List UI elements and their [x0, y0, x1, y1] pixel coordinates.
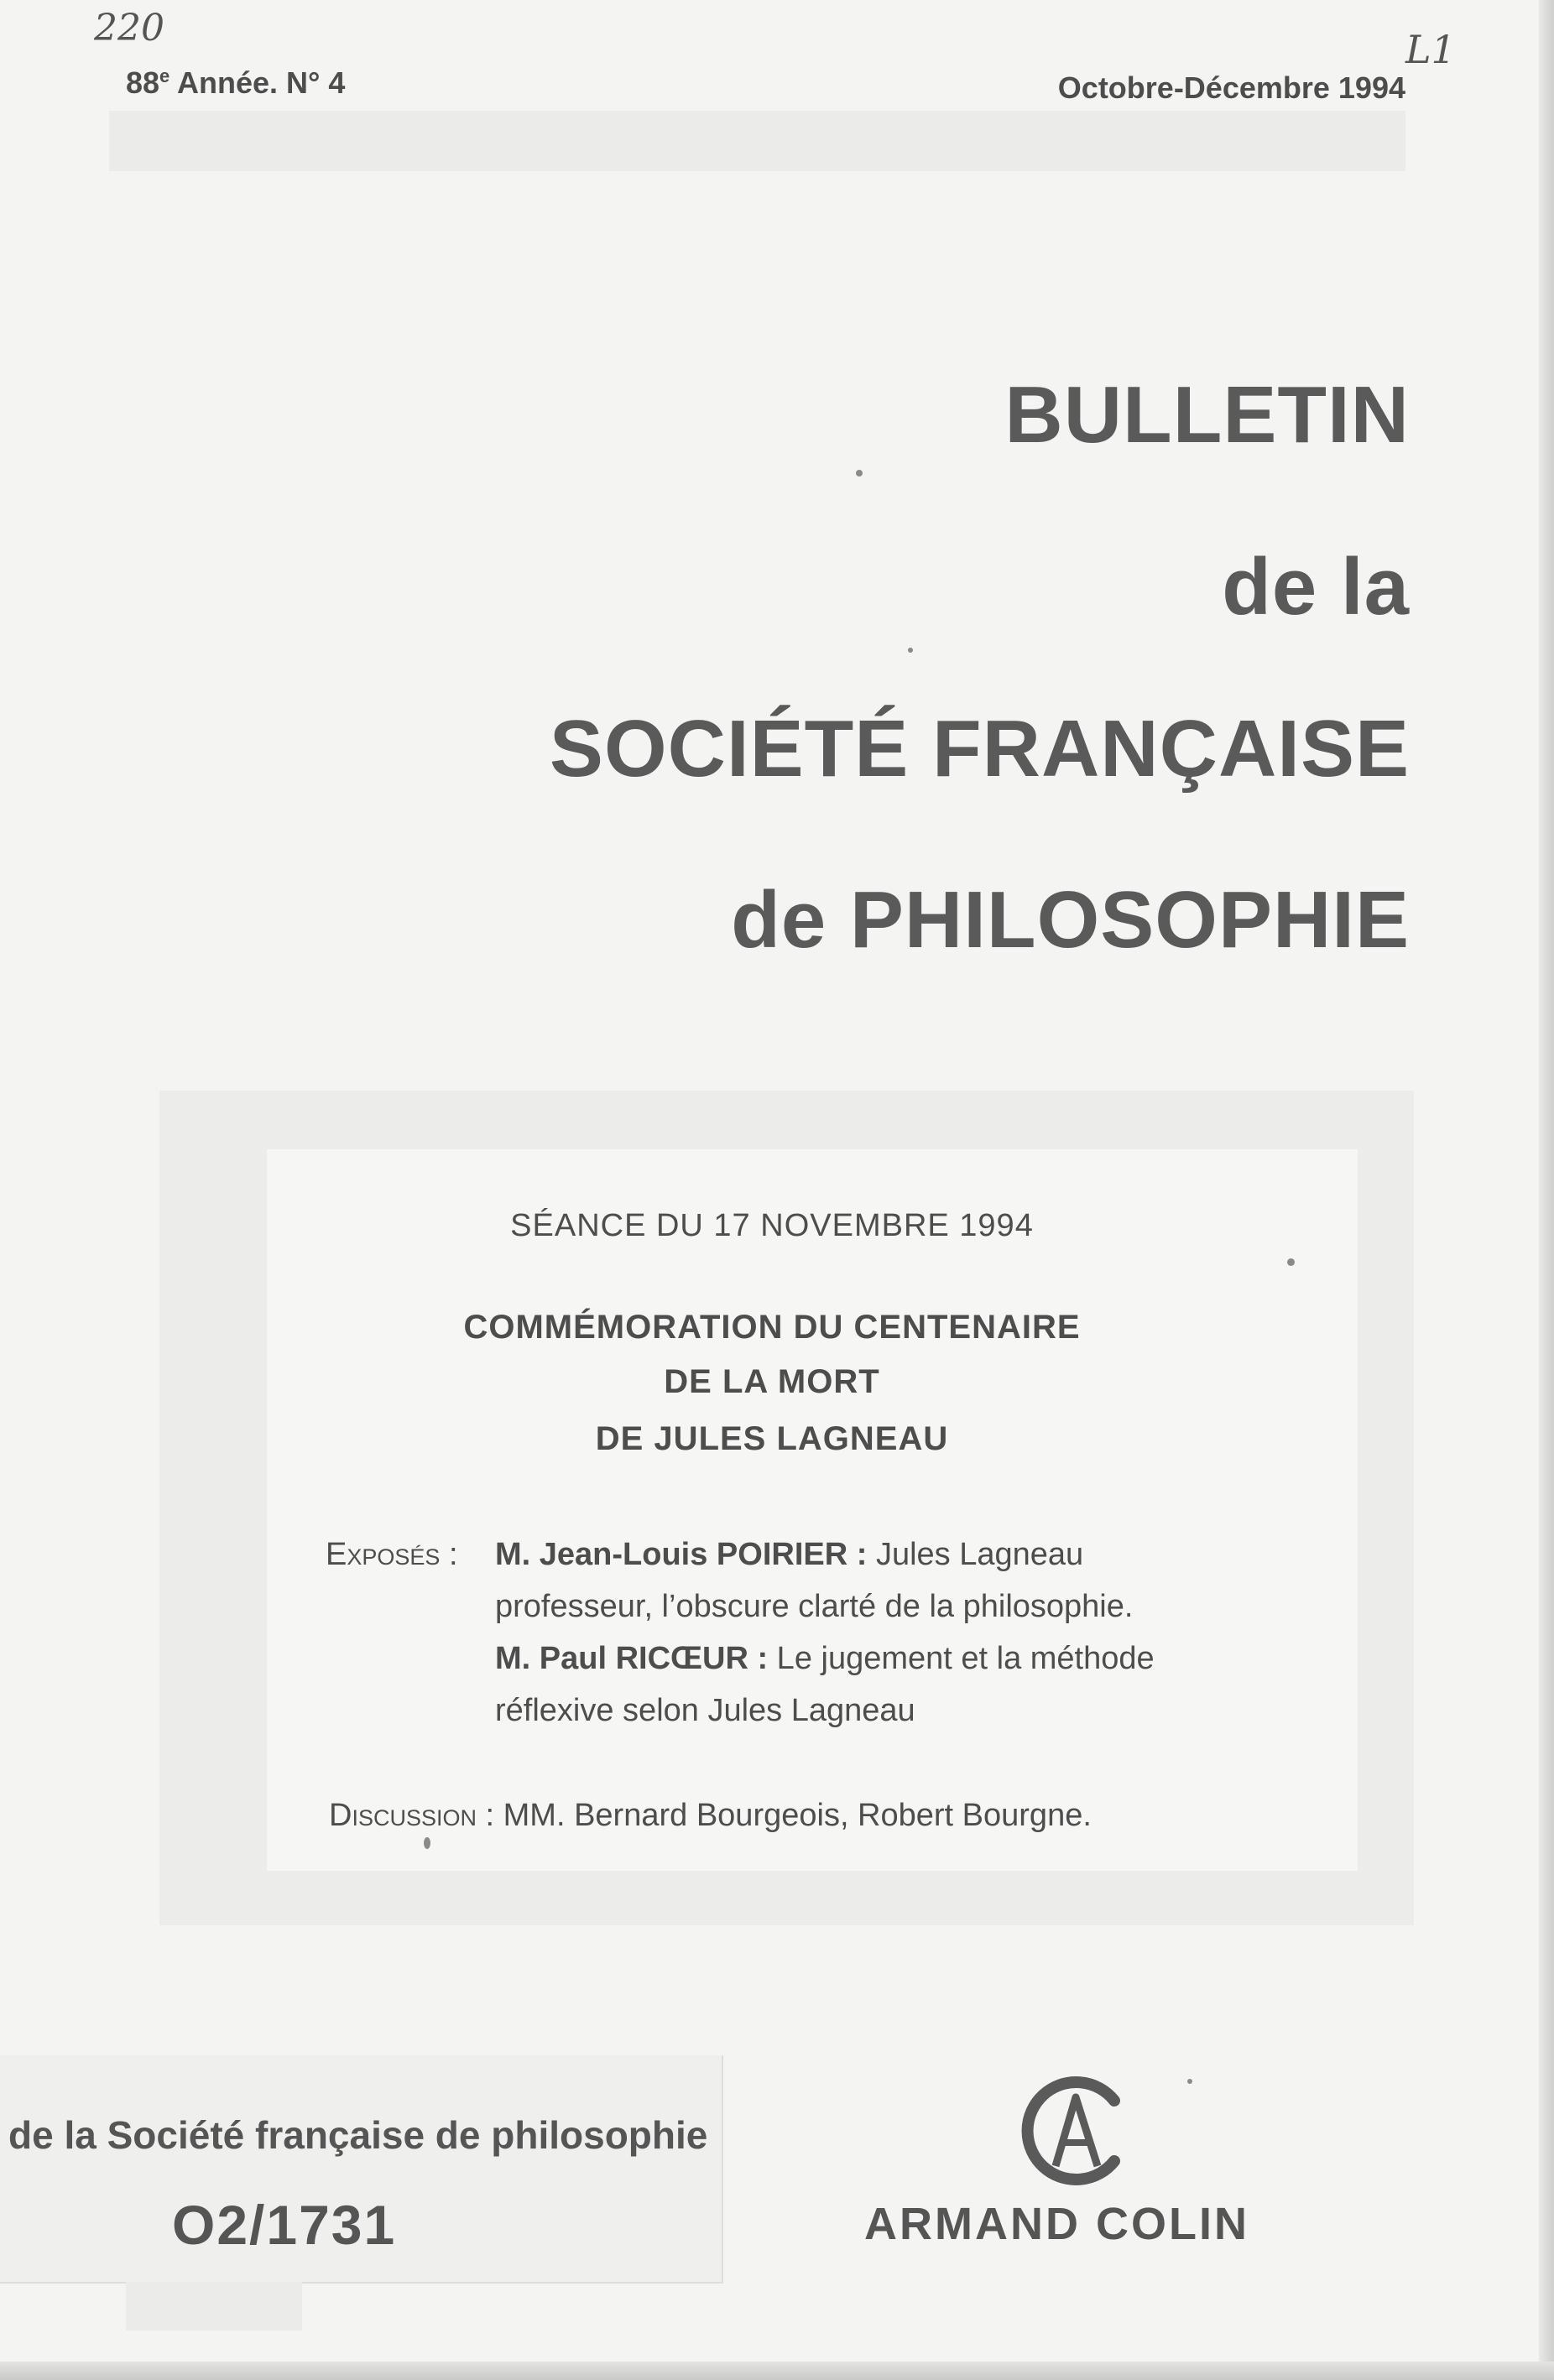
issue-date: Octobre-Décembre 1994	[1057, 70, 1405, 105]
speck	[856, 470, 863, 477]
issue-number: 88e Année. N° 4	[126, 65, 346, 100]
title-de-la: de la	[1222, 542, 1410, 632]
title-de-philosophie: de PHILOSOPHIE	[731, 875, 1410, 965]
expose-line-4: réflexive selon Jules Lagneau	[495, 1693, 915, 1728]
speck	[1287, 1258, 1295, 1266]
commemoration-line-3: DE JULES LAGNEAU	[595, 1420, 949, 1457]
page-bottom-edge	[0, 2362, 1554, 2380]
commemoration-line-2: DE LA MORT	[664, 1363, 880, 1400]
exposes-label: Exposés :	[326, 1537, 458, 1572]
title-bulletin: BULLETIN	[1004, 370, 1410, 460]
title-societe-francaise: SOCIÉTÉ FRANÇAISE	[549, 704, 1410, 794]
seance-date: SÉANCE DU 17 NOVEMBRE 1994	[510, 1208, 1034, 1243]
expose-line-3: M. Paul RICŒUR : Le jugement et la méthode	[495, 1641, 1155, 1676]
library-label-code: O2/1731	[172, 2194, 397, 2256]
label-strip	[126, 2282, 302, 2331]
session-panel	[267, 1149, 1358, 1871]
speck	[908, 648, 913, 653]
handwritten-note-top-right: L1	[1405, 27, 1456, 72]
speck	[424, 1837, 430, 1849]
library-label-title: de la Société française de philosophie	[8, 2113, 708, 2157]
commemoration-line-1: COMMÉMORATION DU CENTENAIRE	[463, 1309, 1081, 1346]
expose-line-1: M. Jean-Louis POIRIER : Jules Lagneau	[495, 1537, 1084, 1572]
armand-colin-logo-icon	[1015, 2072, 1133, 2190]
publisher-name: ARMAND COLIN	[864, 2199, 1249, 2249]
header-band	[109, 111, 1405, 171]
expose-line-2: professeur, l’obscure clarté de la philosophie.	[495, 1589, 1134, 1624]
discussion-line: Discussion : MM. Bernard Bourgeois, Robert Bourgne.	[329, 1798, 1092, 1833]
page-right-edge	[1539, 0, 1554, 2380]
handwritten-note-top-left: 220	[94, 7, 164, 49]
speck	[1187, 2079, 1192, 2084]
